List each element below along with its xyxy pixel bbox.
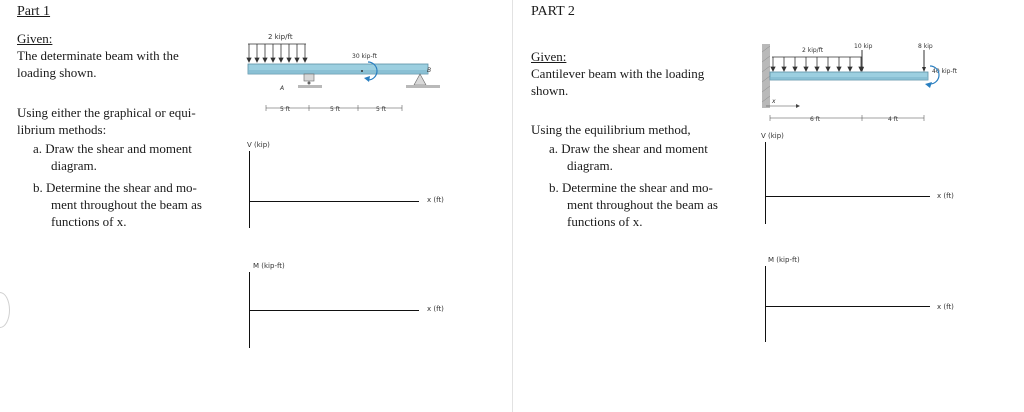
part2-item-a-line: diagram. <box>567 158 613 173</box>
part2-beam-figure <box>762 38 962 130</box>
part1-item-a <box>33 140 192 174</box>
part2-moment-yaxis <box>765 266 766 342</box>
part1-item-b <box>33 179 202 230</box>
part2-item-a-line: a. Draw the shear and moment <box>549 141 708 156</box>
part2-shear-ylabel: V (kip) <box>761 132 784 140</box>
part1-support-a-ground <box>298 85 322 88</box>
part2-given-line: Cantilever beam with the loading <box>531 66 705 81</box>
part1-moment-point <box>361 70 363 72</box>
part1-dist-load-label: 2 kip/ft <box>268 33 293 41</box>
part2-given-line: shown. <box>531 83 569 98</box>
part2-title: PART 2 <box>531 4 575 19</box>
part1-dim-label: 5 ft <box>376 106 387 113</box>
part2-item-b-line: functions of x. <box>567 214 643 229</box>
part2-point-load-2-label: 8 kip <box>918 43 933 50</box>
part1-support-a-label: A <box>280 85 285 92</box>
part2-shear-yaxis <box>765 142 766 224</box>
part1-shear-xlabel: x (ft) <box>427 196 444 204</box>
part2-instructions <box>531 121 691 138</box>
part2-shear-xlabel: x (ft) <box>937 192 954 200</box>
part2-beam-shade <box>770 77 928 80</box>
part2-dist-load-label: 2 kip/ft <box>802 47 824 54</box>
part1-shear-yaxis <box>249 151 250 228</box>
part2-given-label: Given: <box>531 49 567 64</box>
part1-given-label: Given: <box>17 31 53 46</box>
part1-support-b <box>414 74 426 85</box>
part1-support-b-label: B <box>427 67 432 74</box>
part1-moment-ylabel: M (kip-ft) <box>253 262 285 270</box>
part2-moment-xlabel: x (ft) <box>937 303 954 311</box>
part2-moment-arrowhead <box>925 82 932 88</box>
part1-given-line: loading shown. <box>17 65 97 80</box>
part2-x-arrowhead <box>796 104 800 108</box>
part1-title: Part 1 <box>17 4 51 19</box>
part2-item-b-line: b. Determine the shear and mo- <box>549 180 713 195</box>
part2-x-label: x <box>772 98 776 105</box>
part1-beam-shade <box>248 70 428 74</box>
part1-dist-load-arrows <box>247 44 307 62</box>
part1-given-line: The determinate beam with the <box>17 48 179 63</box>
part1-instructions <box>17 104 196 138</box>
part2-moment-label: 40 kip-ft <box>932 68 958 75</box>
part1-dim-label: 5 ft <box>330 106 341 113</box>
part2-dist-load-arrows <box>771 57 863 71</box>
part2-moment-ylabel: M (kip-ft) <box>768 256 800 264</box>
part1-shear-ylabel: V (kip) <box>247 141 270 149</box>
part1-support-a <box>304 74 314 81</box>
part1-item-b-line: b. Determine the shear and mo- <box>33 180 197 195</box>
part1-shear-xaxis <box>249 201 419 202</box>
part2-dim-label: 6 ft <box>810 116 821 123</box>
part1-item-a-line: a. Draw the shear and moment <box>33 141 192 156</box>
part2-item-a <box>549 140 708 174</box>
part1-instr-line: librium methods: <box>17 122 107 137</box>
part2-point-load-2-head <box>922 67 926 72</box>
part1-item-b-line: ment throughout the beam as <box>51 197 202 212</box>
part2-item-b <box>549 179 718 230</box>
part2-wall <box>762 44 770 108</box>
part1-dim-label: 5 ft <box>280 106 291 113</box>
part1-moment-xaxis <box>249 310 419 311</box>
part2-given-text <box>531 65 704 99</box>
part2-dim-label: 4 ft <box>888 116 899 123</box>
part2-instr-line: Using the equilibrium method, <box>531 122 691 137</box>
part1-beam-figure <box>240 30 440 122</box>
part1-item-a-line: diagram. <box>51 158 97 173</box>
part1-support-b-ground <box>406 85 440 88</box>
page-edge-marker <box>0 292 10 328</box>
part1-support-a-roller <box>308 82 311 85</box>
part1-moment-label: 30 kip-ft <box>352 53 378 60</box>
part2-item-b-line: ment throughout the beam as <box>567 197 718 212</box>
part1-moment-arrowhead <box>364 76 370 82</box>
part2-moment-xaxis <box>765 306 930 307</box>
part1-instr-line: Using either the graphical or equi- <box>17 105 196 120</box>
column-divider <box>512 0 513 412</box>
part1-given-text <box>17 47 179 81</box>
part2-shear-xaxis <box>765 196 930 197</box>
part1-moment-xlabel: x (ft) <box>427 305 444 313</box>
part2-point-load-1-label: 10 kip <box>854 43 873 50</box>
part1-item-b-line: functions of x. <box>51 214 127 229</box>
